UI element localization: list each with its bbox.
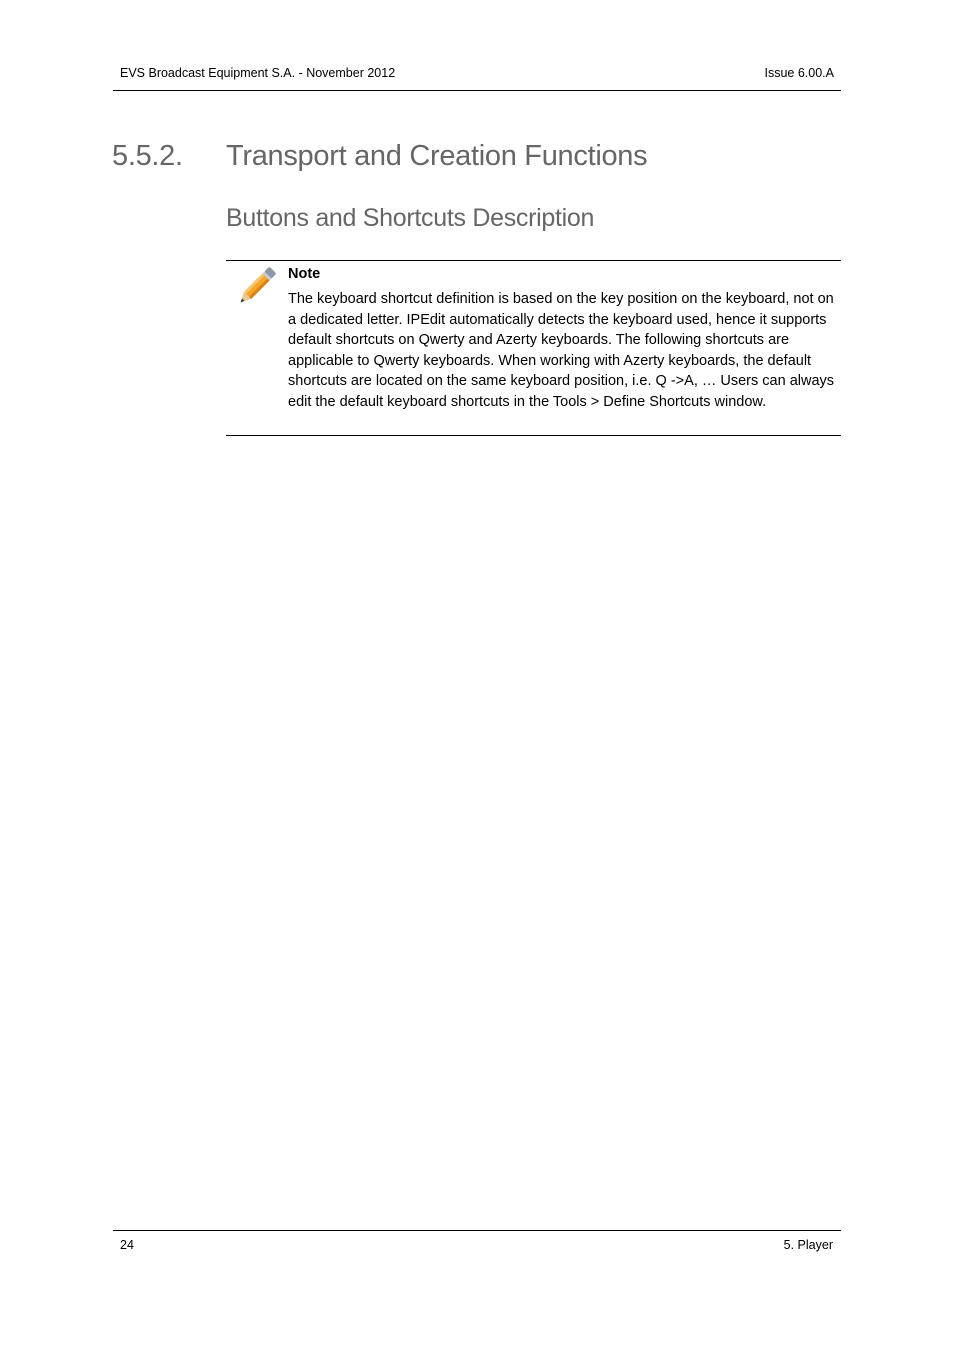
header-company-date: EVS Broadcast Equipment S.A. - November 2012 (120, 66, 396, 80)
pencil-icon (232, 263, 280, 311)
page-header (113, 60, 841, 91)
section-title: Transport and Creation Functions (226, 140, 648, 172)
chapter-label: 5. Player (783, 1238, 833, 1252)
section-number: 5.5.2. (112, 140, 183, 172)
subsection-heading: Buttons and Shortcuts Description (226, 204, 595, 232)
page-number: 24 (120, 1238, 134, 1252)
note-text: The keyboard shortcut definition is based on the key position on the keyboard, not on a dedicated letter. IPEdit automatically detects the keyboard used, hence it supports default shortcuts on Qwerty and Azerty keyboards. The following shortcuts are applicable to Qwerty keyboards. When working with Azerty keyboards, the default shortcuts are located on the same keyboard position, i.e. Q ->A, … Users can always edit the default keyboard shortcuts in the Tools > Define Shortcuts window. (288, 291, 835, 410)
note-label: Note (288, 266, 321, 282)
page-footer (113, 1230, 841, 1261)
note-box (226, 260, 841, 436)
header-issue: Issue 6.00.A (764, 66, 834, 80)
